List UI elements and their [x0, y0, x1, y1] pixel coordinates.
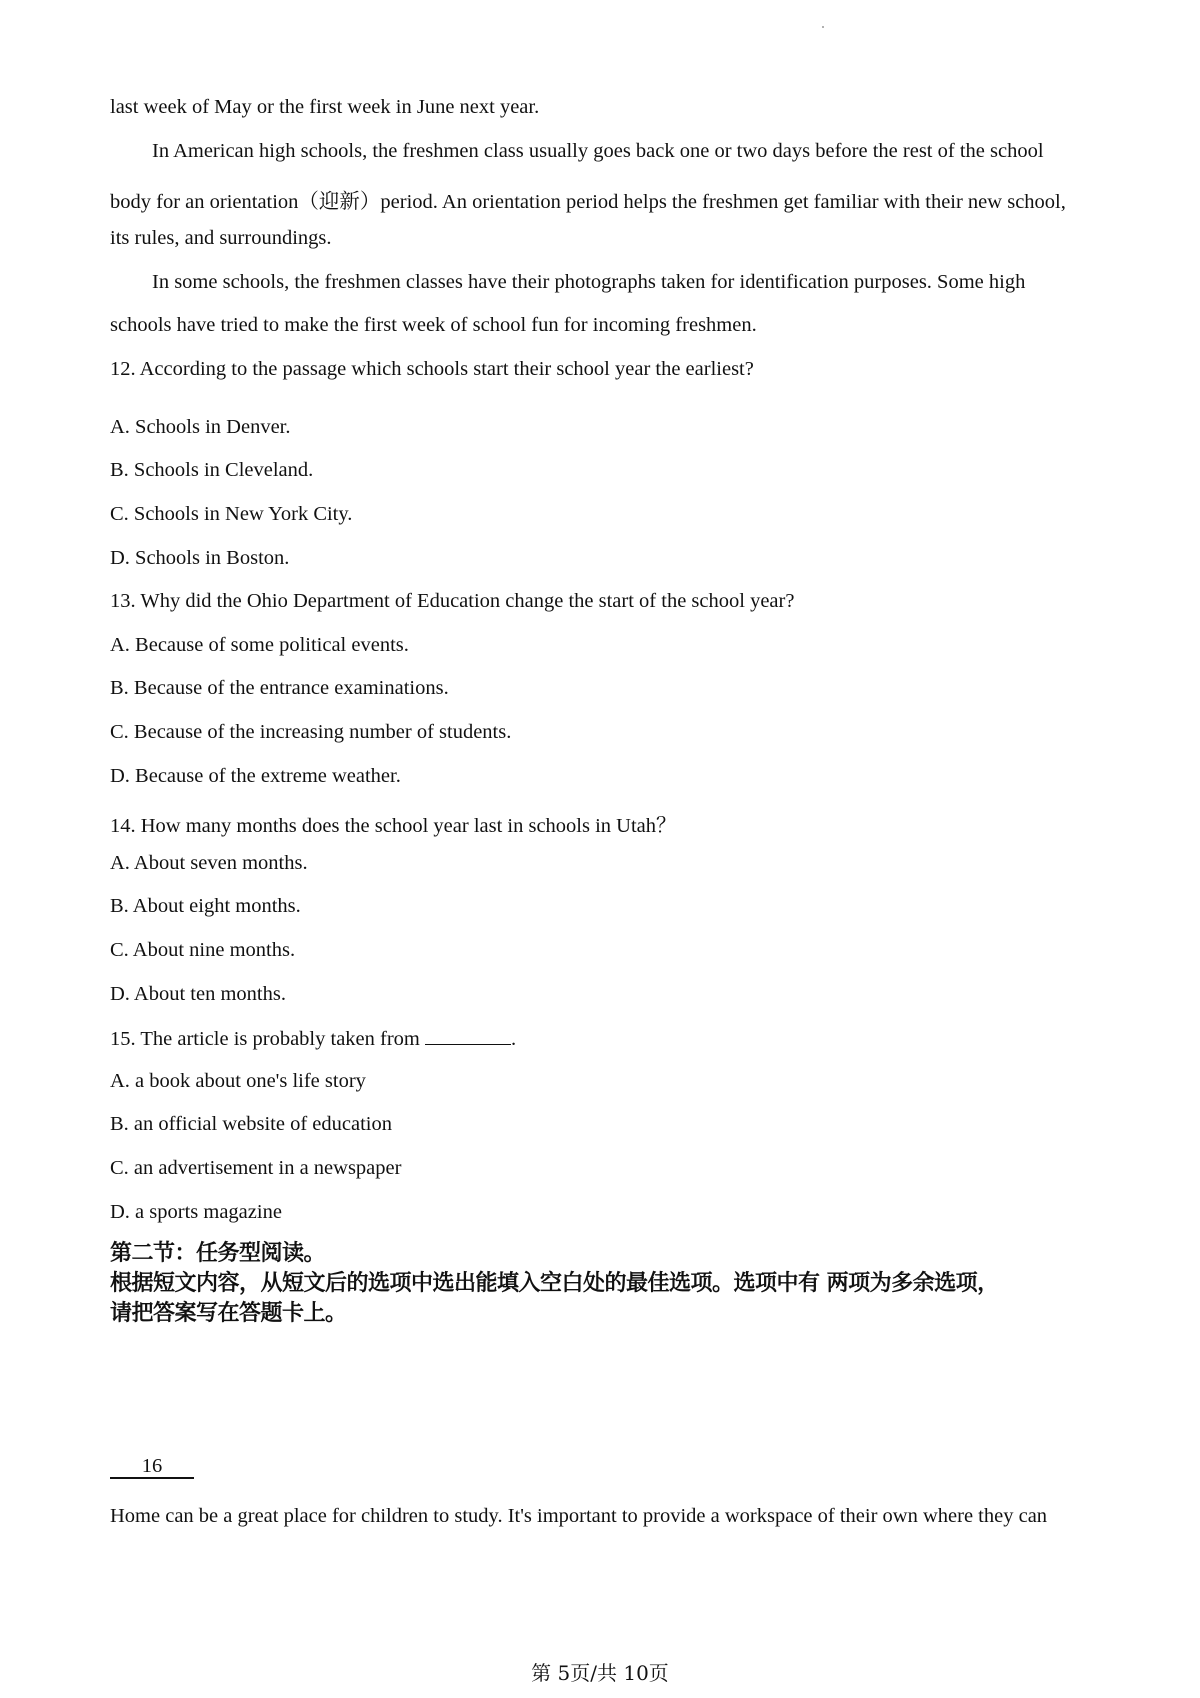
question-15-stem-text: 15. The article is probably taken from	[110, 1028, 425, 1050]
question-15-option: A. a book about one's life story	[110, 1070, 366, 1092]
question-14-stem: 14. How many months does the school year last in schools in Utah？	[110, 815, 677, 837]
section-heading: 第二节：任务型阅读。	[110, 1241, 326, 1266]
question-12-option: B. Schools in Cleveland.	[110, 459, 314, 481]
page-footer: 第 5页/共 10页	[531, 1661, 669, 1685]
paragraph-orientation-line: body for an orientation（迎新）period. An orientation period helps the freshmen get familiar with their new school,	[110, 191, 1066, 213]
question-15-option: B. an official website of education	[110, 1113, 392, 1135]
question-12-option: D. Schools in Boston.	[110, 547, 290, 569]
question-12-option: C. Schools in New York City.	[110, 503, 353, 525]
answer-blank	[425, 1026, 511, 1045]
question-14-option: A. About seven months.	[110, 852, 308, 874]
question-15-stem-end: .	[511, 1028, 517, 1050]
question-13-option: A. Because of some political events.	[110, 634, 409, 656]
scan-speck	[822, 26, 824, 28]
blank-16: 16	[110, 1455, 194, 1479]
paragraph-photos-line: In some schools, the freshmen classes have their photographs taken for identification purposes. Some high	[152, 271, 1026, 293]
passage-2-first-line: Home can be a great place for children to study. It's important to provide a workspace of their own where they can	[110, 1505, 1048, 1527]
question-13-option: D. Because of the extreme weather.	[110, 765, 401, 787]
paragraph-orientation-line: its rules, and surroundings.	[110, 227, 332, 249]
question-15-option: D. a sports magazine	[110, 1201, 282, 1223]
question-14-option: D. About ten months.	[110, 983, 286, 1005]
question-14-option: C. About nine months.	[110, 939, 296, 961]
question-13-option: C. Because of the increasing number of students.	[110, 721, 512, 743]
section-instruction: 请把答案写在答题卡上。	[110, 1301, 347, 1326]
paragraph-orientation-line: In American high schools, the freshmen class usually goes back one or two days before the rest of the school	[152, 140, 1044, 162]
question-15-stem	[110, 1026, 516, 1051]
question-13-stem: 13. Why did the Ohio Department of Education change the start of the school year?	[110, 590, 795, 612]
question-14-option: B. About eight months.	[110, 895, 301, 917]
section-instruction: 根据短文内容，从短文后的选项中选出能填入空白处的最佳选项。选项中有 两项为多余选项，	[110, 1271, 999, 1296]
paragraph-photos-line: schools have tried to make the first week of school fun for incoming freshmen.	[110, 314, 757, 336]
question-13-option: B. Because of the entrance examinations.	[110, 677, 449, 699]
question-12-option: A. Schools in Denver.	[110, 416, 291, 438]
passage-line-continued: last week of May or the first week in June next year.	[110, 96, 540, 118]
question-12-stem: 12. According to the passage which schools start their school year the earliest?	[110, 358, 754, 380]
question-15-option: C. an advertisement in a newspaper	[110, 1157, 402, 1179]
